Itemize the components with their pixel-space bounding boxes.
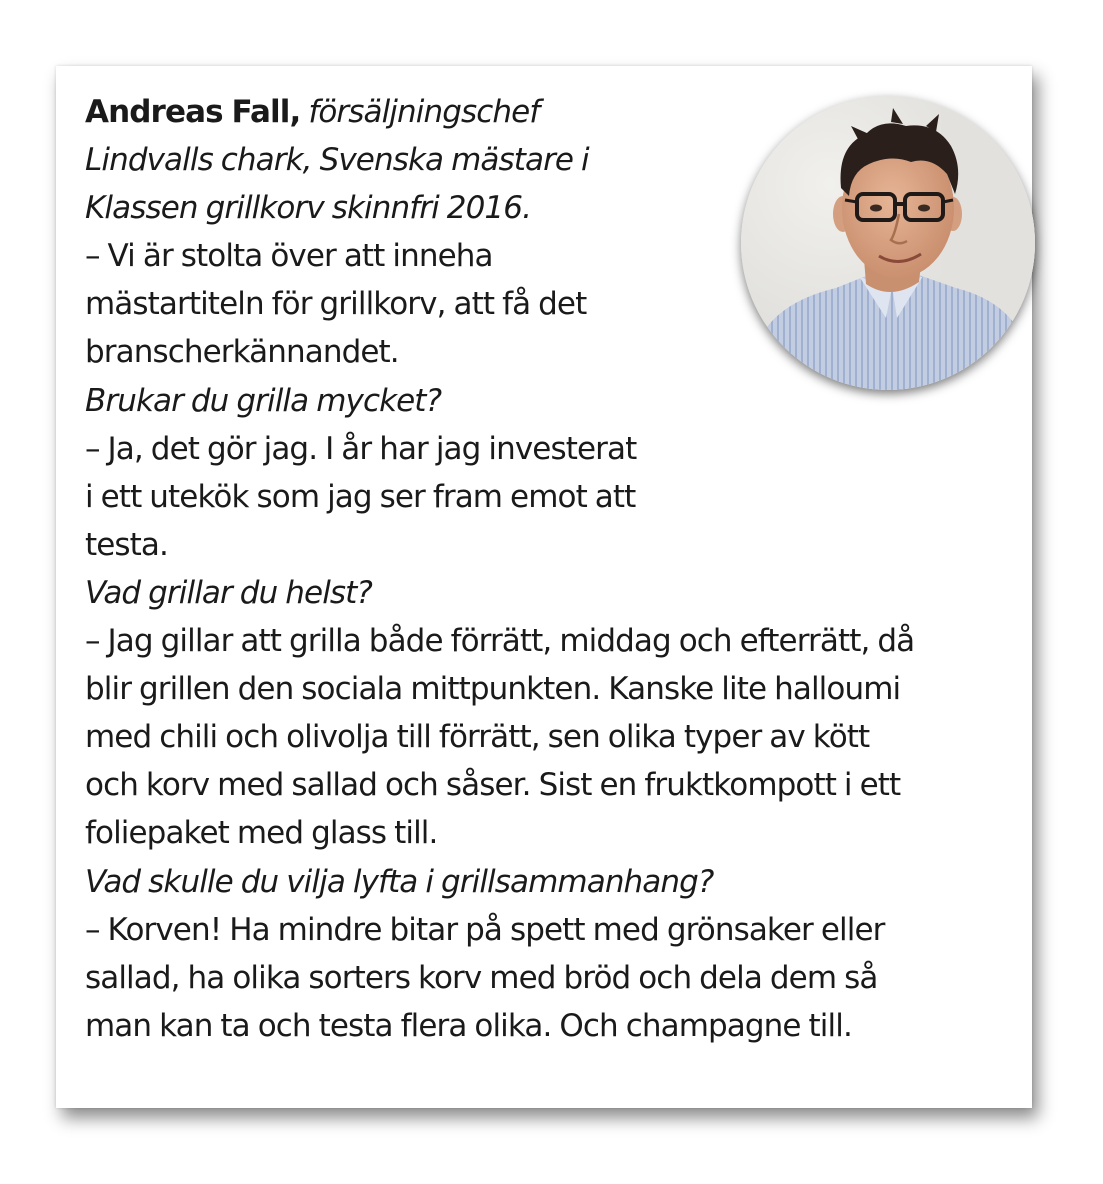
answer-line: sallad, ha olika sorters korv med bröd och dela dem så bbox=[85, 959, 878, 996]
intro-line: Lindvalls chark, Svenska mästare i bbox=[85, 142, 589, 179]
question: Vad skulle du vilja lyfta i grillsammanhang? bbox=[85, 863, 714, 900]
intro-line: Klassen grillkorv skinnfri 2016. bbox=[85, 190, 532, 227]
answer-line: mästartiteln för grillkorv, att få det bbox=[85, 286, 587, 323]
answer-line: testa. bbox=[85, 526, 168, 563]
answer-line: blir grillen den sociala mittpunkten. Kanske lite halloumi bbox=[85, 671, 901, 708]
answer-line: och korv med sallad och såser. Sist en fruktkompott i ett bbox=[85, 767, 901, 804]
answer-line: med chili och olivolja till förrätt, sen olika typer av kött bbox=[85, 719, 870, 756]
question: Vad grillar du helst? bbox=[85, 574, 372, 611]
person-name: Andreas Fall, bbox=[85, 94, 301, 130]
byline bbox=[85, 88, 985, 136]
answer-line: foliepaket med glass till. bbox=[85, 815, 438, 852]
interview-card bbox=[56, 66, 1032, 1108]
answer-line: i ett utekök som jag ser fram emot att bbox=[85, 478, 636, 515]
answer-line: – Vi är stolta över att inneha bbox=[85, 238, 493, 275]
answer-line: – Jag gillar att grilla både förrätt, middag och efterrätt, då bbox=[85, 623, 915, 660]
person-role: försäljningschef bbox=[308, 94, 540, 130]
answer-line: – Korven! Ha mindre bitar på spett med grönsaker eller bbox=[85, 911, 885, 948]
answer-line: – Ja, det gör jag. I år har jag investerat bbox=[85, 430, 637, 467]
question: Brukar du grilla mycket? bbox=[85, 382, 442, 419]
answer-line: man kan ta och testa flera olika. Och champagne till. bbox=[85, 1007, 852, 1044]
interview-text bbox=[85, 88, 985, 1050]
answer-line: branscherkännandet. bbox=[85, 334, 399, 371]
